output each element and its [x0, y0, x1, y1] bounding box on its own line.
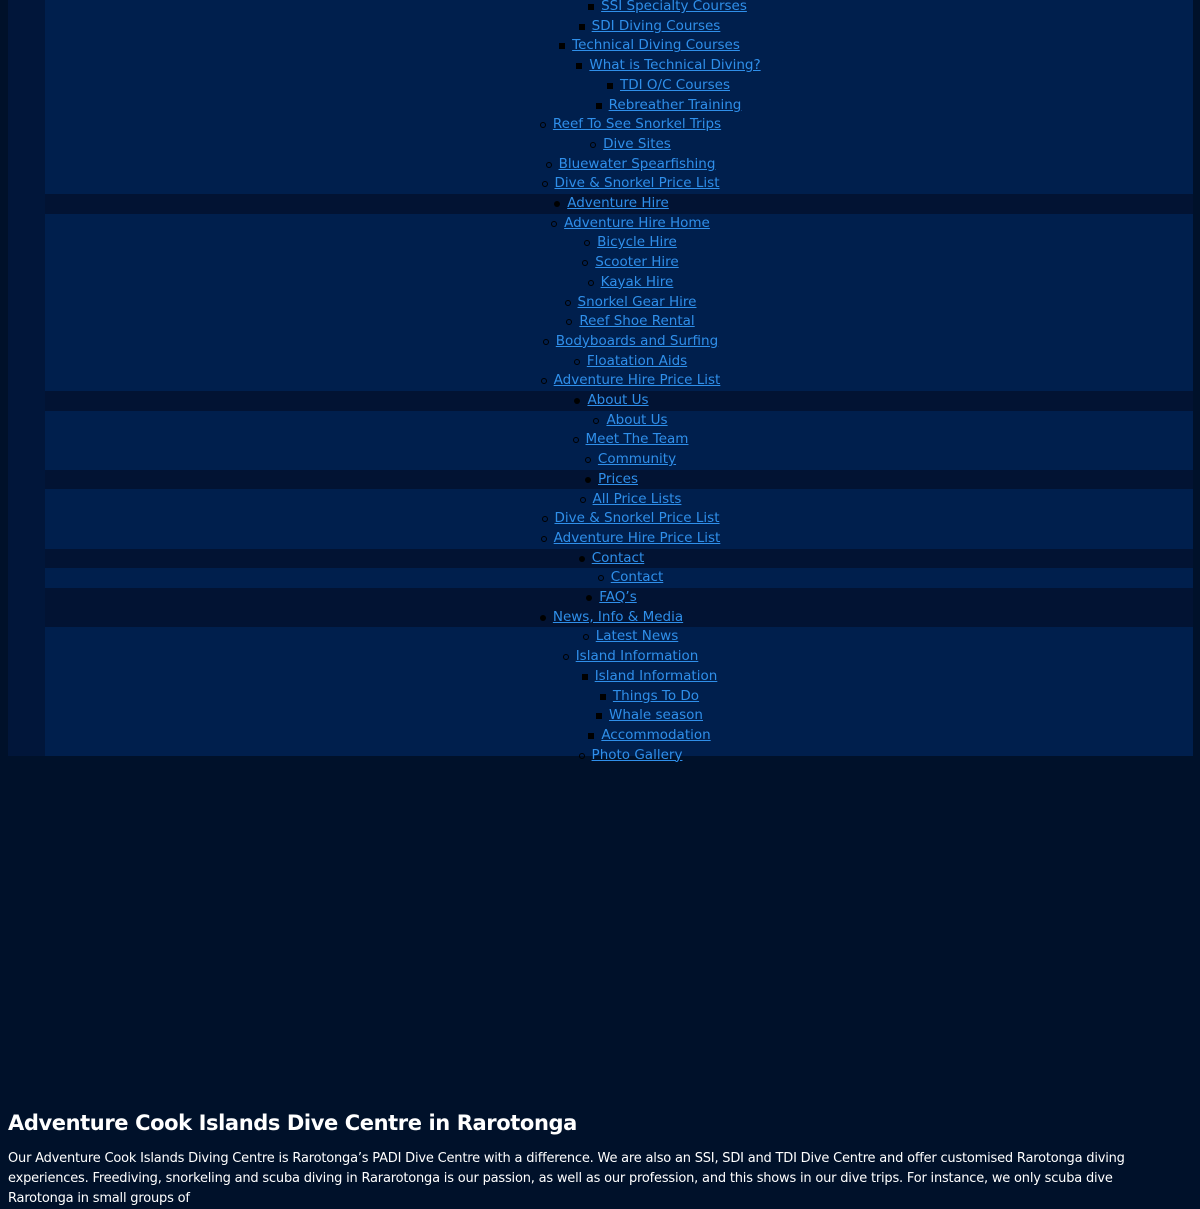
- menu-link[interactable]: Contact: [610, 569, 664, 586]
- menu-link[interactable]: Floatation Aids: [586, 352, 688, 369]
- menu-link[interactable]: Things To Do: [612, 687, 700, 704]
- menu-link[interactable]: Island Information: [594, 667, 718, 684]
- menu-link[interactable]: Bodyboards and Surfing: [555, 332, 719, 349]
- menu-link[interactable]: About Us: [587, 392, 649, 408]
- circle-bullet-icon: [542, 181, 548, 187]
- menu-link[interactable]: Scooter Hire: [595, 254, 679, 271]
- square-bullet-icon: [588, 4, 594, 10]
- disc-bullet-icon: [540, 615, 546, 621]
- circle-bullet-icon: [590, 142, 596, 148]
- circle-bullet-icon: [541, 378, 547, 384]
- circle-bullet-icon: [566, 319, 572, 325]
- square-bullet-icon: [576, 63, 582, 69]
- menu-link[interactable]: Bicycle Hire: [597, 234, 677, 251]
- menu-link[interactable]: Photo Gallery: [591, 746, 683, 763]
- intro-paragraph: Our Adventure Cook Islands Diving Centre is Rarotonga’s PADI Dive Centre with a difference. We are also an SSI, SDI and TDI Dive Centre and offer customised Rarotonga diving experiences. Freediving, snorkeling and scuba diving in Rararotonga is our passion, as well as our profession, and this shows in our dive trips. For instance, we only scuba dive Rarotonga in small groups of: [8, 1151, 1125, 1206]
- menu-link[interactable]: Contact: [591, 549, 645, 566]
- circle-bullet-icon: [541, 536, 547, 542]
- menu-link[interactable]: All Price Lists: [592, 490, 682, 507]
- menu-link[interactable]: Technical Diving Courses: [572, 37, 740, 54]
- disc-bullet-icon: [554, 201, 560, 207]
- menu-link[interactable]: Reef Shoe Rental: [579, 313, 695, 330]
- menu-link[interactable]: SDI Diving Courses: [591, 17, 721, 34]
- menu-link[interactable]: Adventure Hire Home: [564, 214, 710, 231]
- menu-link[interactable]: TDI O/C Courses: [620, 76, 730, 93]
- hero-image-area: [8, 771, 1193, 1101]
- circle-bullet-icon: [580, 497, 586, 503]
- circle-bullet-icon: [565, 300, 571, 306]
- menu-link[interactable]: SSI Specialty Courses: [601, 0, 747, 14]
- menu-link[interactable]: FAQ’s: [599, 589, 637, 605]
- menu-link[interactable]: Reef To See Snorkel Trips: [552, 116, 722, 133]
- menu-link[interactable]: Whale season: [609, 707, 703, 724]
- circle-bullet-icon: [598, 575, 604, 581]
- menu-link[interactable]: Adventure Hire Price List: [553, 372, 721, 389]
- circle-bullet-icon: [585, 457, 591, 463]
- circle-bullet-icon: [540, 122, 546, 128]
- menu-link[interactable]: Rebreather Training: [608, 96, 742, 113]
- disc-bullet-icon: [586, 595, 592, 601]
- circle-bullet-icon: [593, 418, 599, 424]
- menu-link[interactable]: News, Info & Media: [552, 608, 684, 625]
- menu-link[interactable]: Adventure Hire: [567, 195, 669, 211]
- menu-link[interactable]: Accommodation: [601, 726, 711, 743]
- menu-link[interactable]: About Us: [606, 411, 668, 428]
- circle-bullet-icon: [584, 240, 590, 246]
- disc-bullet-icon: [579, 556, 585, 562]
- circle-bullet-icon: [573, 437, 579, 443]
- menu-link[interactable]: Adventure Hire Price List: [553, 529, 721, 546]
- square-bullet-icon: [600, 694, 606, 700]
- circle-bullet-icon: [542, 516, 548, 522]
- square-bullet-icon: [596, 103, 602, 109]
- square-bullet-icon: [596, 713, 602, 719]
- menu-link[interactable]: Dive Sites: [603, 135, 671, 152]
- page-title: Adventure Cook Islands Dive Centre in Rarotonga: [8, 1111, 577, 1135]
- menu-link[interactable]: What is Technical Diving?: [589, 57, 761, 74]
- circle-bullet-icon: [551, 221, 557, 227]
- circle-bullet-icon: [583, 634, 589, 640]
- menu-link[interactable]: Prices: [598, 470, 638, 487]
- menu-link[interactable]: Kayak Hire: [600, 273, 674, 290]
- menu-link[interactable]: Meet The Team: [585, 431, 689, 448]
- circle-bullet-icon: [574, 359, 580, 365]
- menu-link[interactable]: Dive & Snorkel Price List: [554, 175, 720, 192]
- circle-bullet-icon: [582, 260, 588, 266]
- menu-link[interactable]: Community: [597, 451, 677, 468]
- circle-bullet-icon: [588, 280, 594, 286]
- square-bullet-icon: [559, 43, 565, 49]
- circle-bullet-icon: [546, 162, 552, 168]
- disc-bullet-icon: [574, 398, 580, 404]
- square-bullet-icon: [607, 83, 613, 89]
- menu-link[interactable]: Snorkel Gear Hire: [577, 293, 697, 310]
- square-bullet-icon: [588, 733, 594, 739]
- menu-link[interactable]: Dive & Snorkel Price List: [554, 510, 720, 527]
- menu-link[interactable]: Island Information: [575, 648, 699, 665]
- circle-bullet-icon: [543, 339, 549, 345]
- square-bullet-icon: [582, 674, 588, 680]
- square-bullet-icon: [579, 24, 585, 30]
- menu-link[interactable]: Bluewater Spearfishing: [558, 155, 716, 172]
- circle-bullet-icon: [579, 753, 585, 759]
- circle-bullet-icon: [563, 654, 569, 660]
- disc-bullet-icon: [585, 477, 591, 483]
- menu-link[interactable]: Latest News: [595, 628, 679, 645]
- intro-section: [8, 1106, 1173, 1209]
